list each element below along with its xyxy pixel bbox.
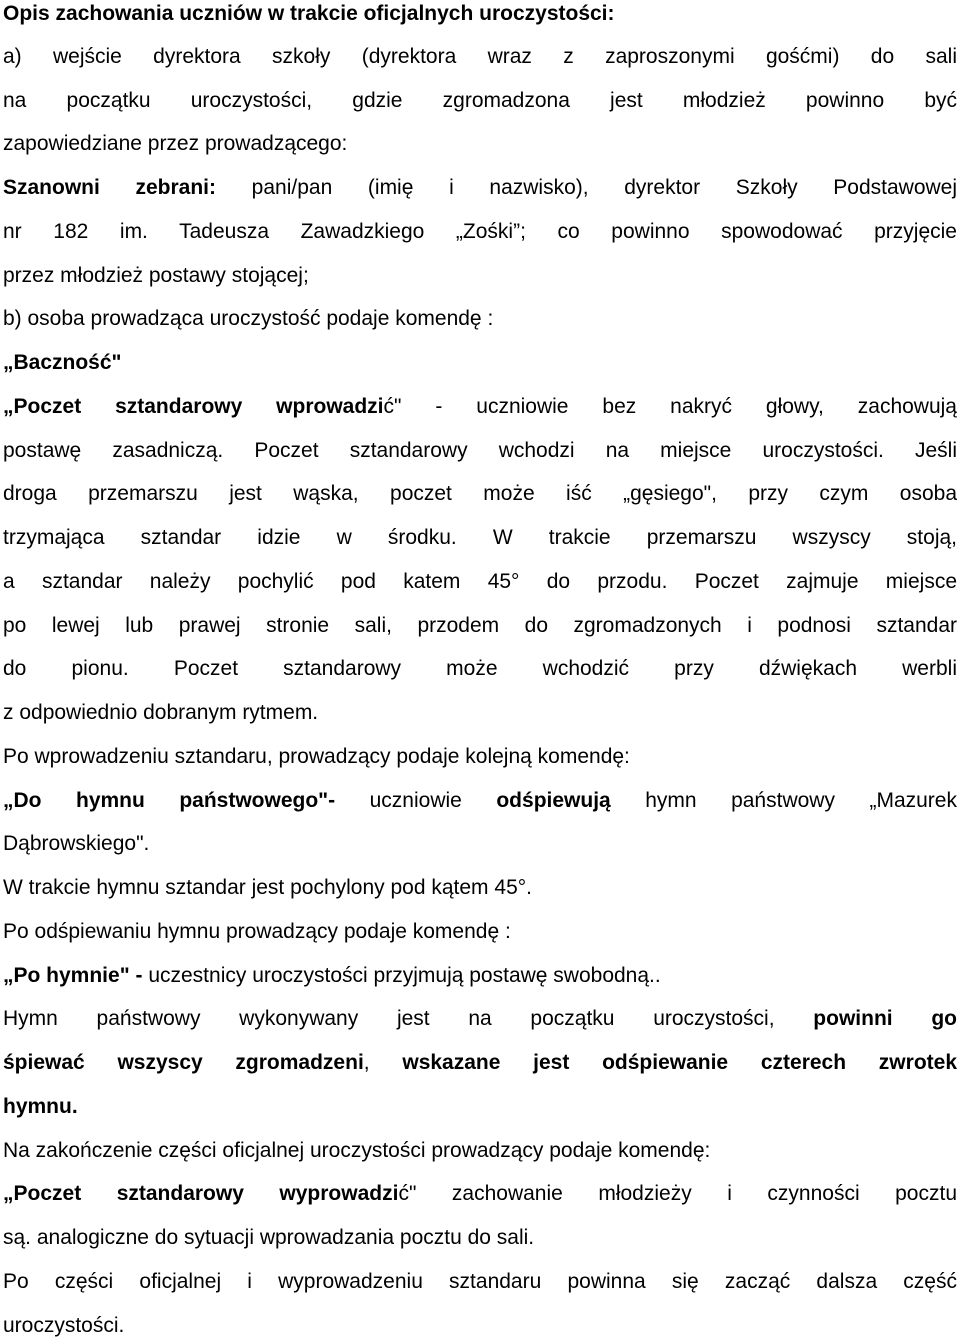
text-segment: uczniowie [335,789,497,812]
text-segment: b) osoba prowadząca uroczystość podaje komendę : [3,307,494,330]
text-segment: zapowiedziane przez prowadzącego: [3,132,348,155]
text-segment: Dąbrowskiego". [3,832,150,855]
bold-text: odśpiewują [496,789,611,812]
text-line [3,175,957,201]
text-line [3,1006,957,1032]
text-line [3,1138,957,1164]
text-line [3,656,957,682]
text-segment: postawę zasadniczą. Poczet sztandarowy wchodzi na miejsce uroczystości. Jeśli [3,439,957,462]
text-line [3,263,957,289]
bold-text: powinni go [813,1007,957,1030]
text-segment: a sztandar należy pochylić pod katem 45° do przodu. Poczet zajmuje miejsce [3,570,957,593]
text-line [3,1181,957,1207]
text-line [3,525,957,551]
text-segment: Po wprowadzeniu sztandaru, prowadzący podaje kolejną komendę: [3,745,630,768]
text-segment: ć" - uczniowie bez nakryć głowy, zachowują [383,395,957,418]
text-line [3,350,957,376]
text-segment: ć" zachowanie młodzieży i czynności pocztu [398,1182,958,1205]
text-line [3,875,957,901]
text-line [3,919,957,945]
bold-text: „Po hymnie" - [3,964,143,987]
text-segment: z odpowiednio dobranym rytmem. [3,701,319,724]
text-line [3,788,957,814]
bold-text: hymnu. [3,1095,78,1118]
text-line [3,219,957,245]
text-segment: , [363,1051,403,1074]
text-segment: przez młodzież postawy stojącej; [3,264,309,287]
text-line [3,744,957,770]
text-segment: na początku uroczystości, gdzie zgromadzona jest młodzież powinno być [3,89,957,112]
text-segment: uroczystości. [3,1314,125,1337]
text-line [3,88,957,114]
text-line [3,963,957,989]
text-line [3,613,957,639]
bold-text: śpiewać wszyscy zgromadzeni [3,1051,364,1074]
text-line [3,306,957,332]
text-segment: uczestnicy uroczystości przyjmują postawę swobodną.. [142,964,661,987]
text-line [3,44,957,70]
text-segment: są. analogiczne do sytuacji wprowadzania pocztu do sali. [3,1226,535,1249]
text-line [3,1225,957,1251]
bold-text: „Poczet sztandarowy wprowadzi [3,395,384,418]
text-line [3,1094,957,1120]
bold-text: „Baczność" [3,351,122,374]
text-segment: hymn państwowy „Mazurek [610,789,957,812]
text-line [3,700,957,726]
bold-text: „Do hymnu państwowego"- [3,789,336,812]
text-line [3,481,957,507]
bold-text: Szanowni zebrani: [3,176,217,199]
text-segment: W trakcie hymnu sztandar jest pochylony pod kątem 45°. [3,876,532,899]
text-line [3,394,957,420]
text-segment: po lewej lub prawej stronie sali, przodem do zgromadzonych i podnosi sztandar [3,614,957,637]
text-segment: Na zakończenie części oficjalnej uroczystości prowadzący podaje komendę: [3,1139,711,1162]
text-segment: pani/pan (imię i nazwisko), dyrektor Szkoły Podstawowej [216,176,958,199]
text-segment: trzymająca sztandar idzie w środku. W trakcie przemarszu wszyscy stoją, [3,526,957,549]
text-line [3,831,957,857]
text-segment: a) wejście dyrektora szkoły (dyrektora wraz z zaproszonymi gośćmi) do sali [3,45,957,68]
text-segment: nr 182 im. Tadeusza Zawadzkiego „Zośki”; co powinno spowodować przyjęcie [3,220,957,243]
bold-text: wskazane jest odśpiewanie czterech zwrotek [402,1051,957,1074]
text-line [3,1050,957,1076]
text-line [3,131,957,157]
text-line [3,1269,957,1295]
text-line [3,1313,957,1339]
text-segment: Po odśpiewaniu hymnu prowadzący podaje komendę : [3,920,511,943]
text-segment: do pionu. Poczet sztandarowy może wchodzić przy dźwiękach werbli [3,657,957,680]
text-segment: Po części oficjalnej i wyprowadzeniu sztandaru powinna się zacząć dalsza część [3,1270,957,1293]
text-segment: Hymn państwowy wykonywany jest na początku uroczystości, [3,1007,814,1030]
text-line [3,438,957,464]
document-heading: Opis zachowania uczniów w trakcie oficjalnych uroczystości: [3,2,615,25]
bold-text: „Poczet sztandarowy wyprowadzi [3,1182,399,1205]
text-line [3,569,957,595]
text-segment: droga przemarszu jest wąska, poczet może iść „gęsiego", przy czym osoba [3,482,957,505]
